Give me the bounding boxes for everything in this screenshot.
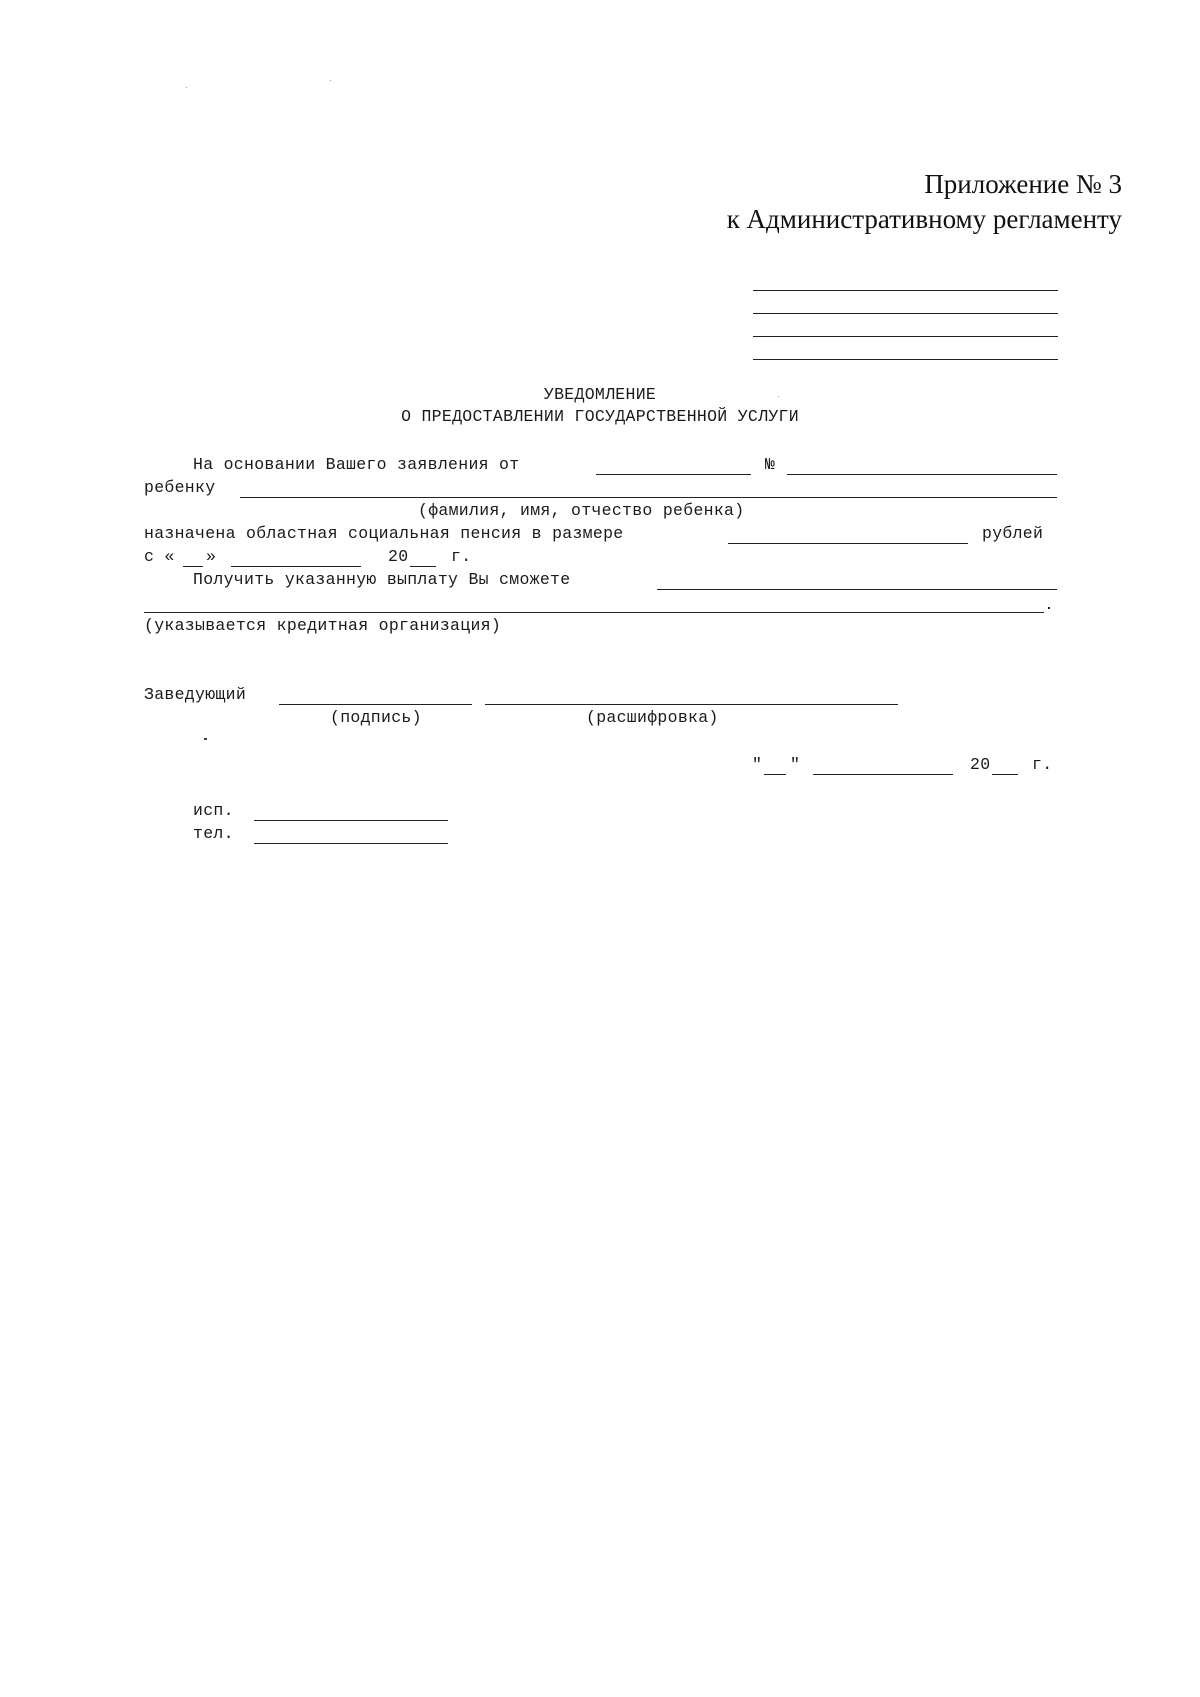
signature-month-field — [813, 774, 953, 775]
from-date-open: с « — [144, 547, 175, 566]
decoding-hint: (расшифровка) — [586, 708, 719, 727]
addressee-line — [753, 359, 1058, 360]
bank-hint: (указывается кредитная организация) — [144, 616, 502, 635]
number-sign: № — [765, 455, 776, 474]
child-name-hint: (фамилия, имя, отчество ребенка) — [418, 501, 745, 520]
executor-label: исп. — [193, 801, 234, 820]
date-quote-open: " — [752, 755, 763, 774]
phone-field — [254, 843, 448, 844]
signature-year-suffix: г. — [1032, 755, 1053, 774]
signature-hint: (подпись) — [330, 708, 422, 727]
scan-speck — [330, 80, 331, 81]
application-number-field — [787, 474, 1057, 475]
application-date-field — [596, 474, 751, 475]
bank-name-field — [144, 612, 1044, 613]
child-label: ребенку — [144, 478, 216, 497]
document-title: УВЕДОМЛЕНИЕ — [543, 385, 657, 404]
appendix-number: Приложение № 3 — [924, 169, 1122, 199]
executor-field — [254, 820, 448, 821]
period-mark — [1048, 607, 1050, 609]
addressee-line — [753, 336, 1058, 337]
from-date-close: » — [206, 547, 217, 566]
addressee-line — [753, 313, 1058, 314]
child-name-field — [240, 497, 1057, 498]
decoding-field — [485, 704, 898, 705]
addressee-line — [753, 290, 1058, 291]
signature-field — [279, 704, 472, 705]
payment-place-field — [657, 589, 1057, 590]
scan-speck — [186, 87, 187, 88]
pension-text: назначена областная социальная пенсия в размере — [144, 524, 624, 543]
document-subtitle: О ПРЕДОСТАВЛЕНИИ ГОСУДАРСТВЕННОЙ УСЛУГИ — [401, 407, 799, 426]
basis-text: На основании Вашего заявления от — [193, 455, 520, 474]
scan-speck — [204, 738, 207, 740]
from-year-field — [410, 566, 436, 567]
from-day-field — [183, 566, 203, 567]
head-label: Заведующий — [144, 685, 247, 704]
currency-label: рублей — [982, 524, 1044, 543]
from-month-field — [231, 566, 361, 567]
from-year-prefix: 20 — [388, 547, 409, 566]
from-year-suffix: г. — [451, 547, 472, 566]
date-quote-close: " — [790, 755, 801, 774]
phone-label: тел. — [193, 824, 234, 843]
appendix-reference: к Административному регламенту — [726, 204, 1122, 234]
signature-year-field — [992, 774, 1018, 775]
signature-year-prefix: 20 — [970, 755, 991, 774]
signature-day-field — [764, 774, 786, 775]
pension-amount-field — [728, 543, 968, 544]
payment-text: Получить указанную выплату Вы сможете — [193, 570, 571, 589]
